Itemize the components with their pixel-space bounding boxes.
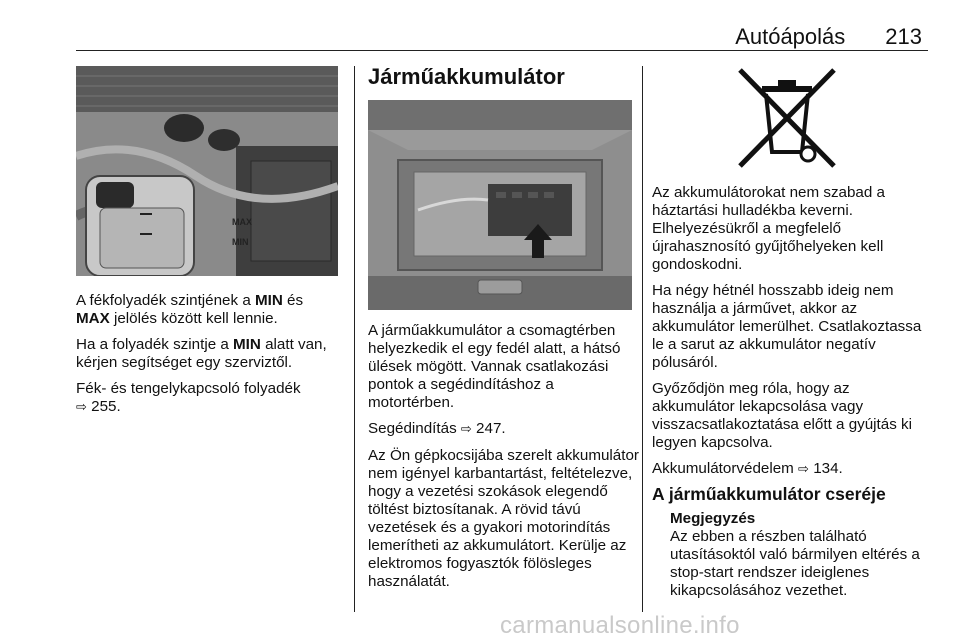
brake-fluid-reference: Fék- és tengelykapcsoló folyadék ⇨ 255.	[76, 380, 301, 415]
jump-start-reference: Segédindítás ⇨ 247.	[368, 420, 506, 437]
page-reference-link[interactable]: 255.	[91, 398, 121, 415]
reservoir-min-label: MIN	[232, 237, 249, 247]
header-title: Autóápolás	[735, 24, 846, 49]
disposal-paragraph: Az akkumulátorokat nem szabad a háztartási hulladékba keverni. Elhelyezésükről a megfelelő újrahasznosító gyűjtőhelyeken kell gondoskodni.	[652, 184, 885, 273]
trunk-battery-image	[368, 100, 632, 310]
page-number: 213	[885, 24, 922, 49]
subsection-title: A járműakkumulátor cseréje	[652, 484, 886, 504]
note-title: Megjegyzés	[670, 510, 756, 527]
recycling-bin-symbol	[732, 66, 842, 170]
column-divider-1	[354, 66, 355, 612]
header-rule	[76, 50, 928, 51]
reservoir-max-label: MAX	[232, 217, 252, 227]
note-body: Az ebben a részben található utasításoktól való bármilyen eltérés a stop-start rendszer ideiglenes kikapcsolásához vezethet.	[670, 528, 920, 599]
note-block	[670, 510, 936, 600]
left-column-text	[76, 292, 348, 425]
watermark: carmanualsonline.info	[500, 612, 740, 639]
page-reference-icon: ⇨	[76, 400, 87, 415]
page-header	[735, 24, 922, 50]
ignition-paragraph: Győződjön meg róla, hogy az akkumulátor lekapcsolása vagy visszacsatlakoztatása előtt a gyújtás ki legyen kapcsolva.	[652, 380, 912, 451]
battery-protection-reference: Akkumulátorvédelem ⇨ 134.	[652, 460, 843, 477]
brake-fluid-level-paragraph: A fékfolyadék szintjének a MIN és MAX jelölés között kell lennie.	[76, 292, 304, 327]
page-reference-icon: ⇨	[460, 422, 472, 437]
right-column-text	[652, 184, 932, 487]
column-divider-2	[642, 66, 643, 612]
trunk-illustration	[368, 100, 632, 310]
page-reference-link[interactable]: 247.	[476, 420, 506, 437]
section-title: Járműakkumulátor	[368, 64, 565, 89]
maintenance-paragraph: Az Ön gépkocsijába szerelt akkumulátor nem igényel karbantartást, feltételezve, hogy a vezetési szokások elegendő töltést biztosítanak. A rövid távú vezetések és a gyakori motorindítás lemerítheti az akkumulátort. Kerülje az elektromos fogyasztók fölösleges használatát.	[368, 447, 639, 590]
battery-location-paragraph: A járműakkumulátor a csomagtérben helyezkedik el egy fedél alatt, a hátsó ülések mögött. Vannak csatlakozási pontok a segédindításhoz a motortérben.	[368, 322, 621, 411]
long-storage-paragraph: Ha négy hétnél hosszabb ideig nem használja a járművet, akkor az akkumulátor lemerülhet. Csatlakoztassa le a sarut az akkumulátor negatív pólusáról.	[652, 282, 922, 371]
brake-fluid-reservoir-image	[76, 66, 338, 276]
page-reference-link[interactable]: 134.	[813, 460, 843, 477]
low-level-paragraph: Ha a folyadék szintje a MIN alatt van, kérjen segítséget egy szerviztől.	[76, 336, 327, 371]
page-reference-icon: ⇨	[798, 462, 809, 477]
middle-column-text	[368, 322, 640, 599]
engine-bay-illustration	[76, 66, 338, 276]
crossed-out-bin-icon	[732, 66, 842, 170]
